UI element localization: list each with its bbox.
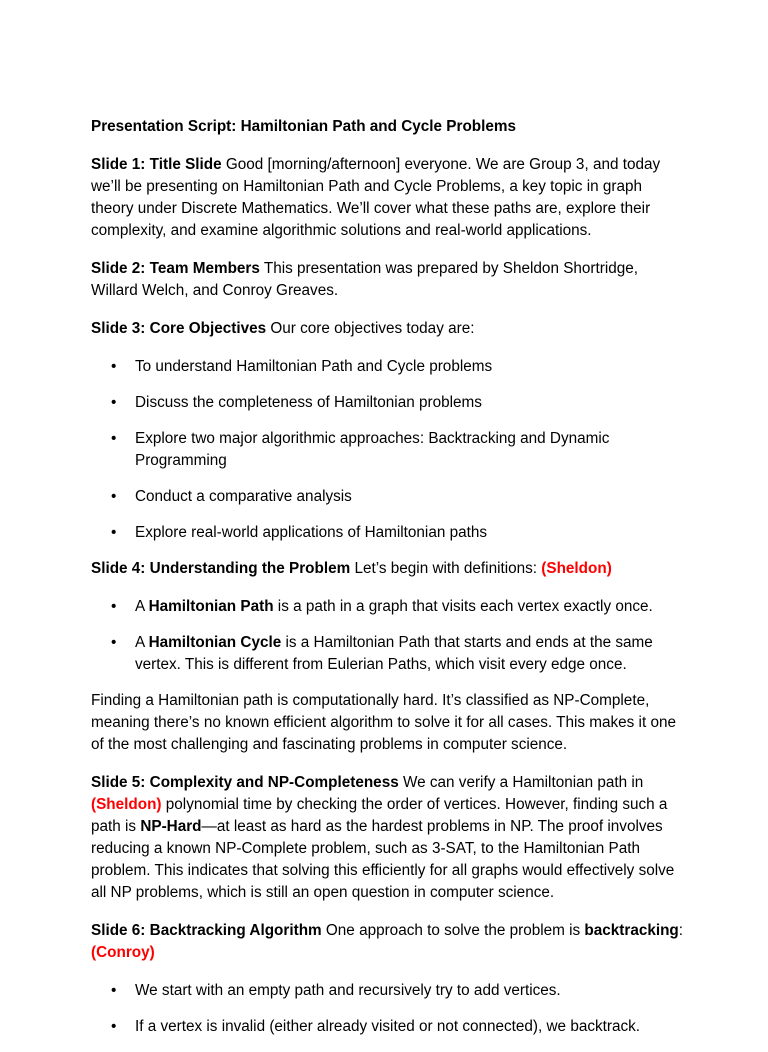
list-item (91, 632, 687, 676)
list-item (91, 980, 687, 1002)
text-run: Explore real-world applications of Hamiltonian paths (135, 524, 488, 541)
list-item (91, 596, 687, 618)
text-run: —at least as hard as the hardest problems in NP. The proof involves reducing a known NP-Complete problem, such as 3-SAT, to the Hamiltonian Path problem. This indicates that solving this efficiently for all graphs would effectively solve all NP problems, which is still an open question in computer science. (91, 818, 675, 901)
bold-text: Slide 2: Team Members (91, 260, 260, 277)
bullet-list (91, 356, 687, 544)
paragraph (91, 154, 687, 242)
list-item (91, 428, 687, 472)
text-run: Let’s begin with definitions: (350, 560, 542, 577)
text-run: : (678, 922, 684, 939)
text-run: Our core objectives today are: (266, 320, 475, 337)
text-run: If a vertex is invalid (either already visited or not connected), we backtrack. (135, 1018, 641, 1035)
bullet-list (91, 596, 687, 676)
text-run: Discuss the completeness of Hamiltonian problems (135, 394, 482, 411)
presenter-tag: (Conroy) (91, 944, 155, 961)
paragraph (91, 258, 687, 302)
list-item (91, 522, 687, 544)
list-item (91, 356, 687, 378)
list-item (91, 486, 687, 508)
text-run: To understand Hamiltonian Path and Cycle problems (135, 358, 493, 375)
text-run: Explore two major algorithmic approaches: Backtracking and Dynamic Programming (135, 430, 610, 469)
paragraph (91, 558, 687, 580)
text-run: Good [morning/afternoon] everyone. We are Group 3, and today we’ll be presenting on Hamiltonian Path and Cycle Problems, a key topic in graph theory under Discrete Mathematics. We’ll cover what these paths are, explore their complexity, and examine algorithmic solutions and real-world applications. (91, 156, 661, 239)
document-body (91, 116, 687, 1052)
bold-text: Slide 6: Backtracking Algorithm (91, 922, 322, 939)
bold-text: Hamiltonian Path (148, 598, 274, 615)
text-run: Conduct a comparative analysis (135, 488, 352, 505)
bold-text: Slide 1: Title Slide (91, 156, 222, 173)
text-run: Finding a Hamiltonian path is computationally hard. It’s classified as NP-Complete, meaning there’s no known efficient algorithm to solve it for all cases. This makes it one of the most challenging and fascinating problems in computer science. (91, 692, 676, 753)
paragraph (91, 318, 687, 340)
text-run: We can verify a Hamiltonian path in (398, 774, 644, 791)
document-title: Presentation Script: Hamiltonian Path and Cycle Problems (91, 118, 517, 135)
presenter-tag: (Sheldon) (541, 560, 612, 577)
text-run: One approach to solve the problem is (321, 922, 585, 939)
bullet-list (91, 980, 687, 1038)
paragraph (91, 772, 687, 904)
paragraph (91, 690, 687, 756)
bold-text: Hamiltonian Cycle (148, 634, 282, 651)
text-run: A (135, 598, 149, 615)
text-run: A (135, 634, 149, 651)
list-item (91, 392, 687, 414)
text-run: is a path in a graph that visits each vertex exactly once. (273, 598, 653, 615)
paragraph (91, 920, 687, 964)
list-item (91, 1016, 687, 1038)
text-run: is a Hamiltonian Path that starts and ends at the same vertex. This is different from Eulerian Paths, which visit every edge once. (135, 634, 653, 673)
text-run: We start with an empty path and recursively try to add vertices. (135, 982, 561, 999)
bold-text: NP-Hard (140, 818, 202, 835)
bold-text: Slide 4: Understanding the Problem (91, 560, 351, 577)
bold-text: Slide 3: Core Objectives (91, 320, 267, 337)
text-run: This presentation was prepared by Sheldon Shortridge, Willard Welch, and Conroy Greaves. (91, 260, 639, 299)
text-run: polynomial time by checking the order of vertices. However, finding such a path is (91, 796, 668, 835)
bold-text: Slide 5: Complexity and NP-Completeness (91, 774, 399, 791)
presenter-tag: (Sheldon) (91, 796, 162, 813)
bold-text: backtracking (584, 922, 679, 939)
